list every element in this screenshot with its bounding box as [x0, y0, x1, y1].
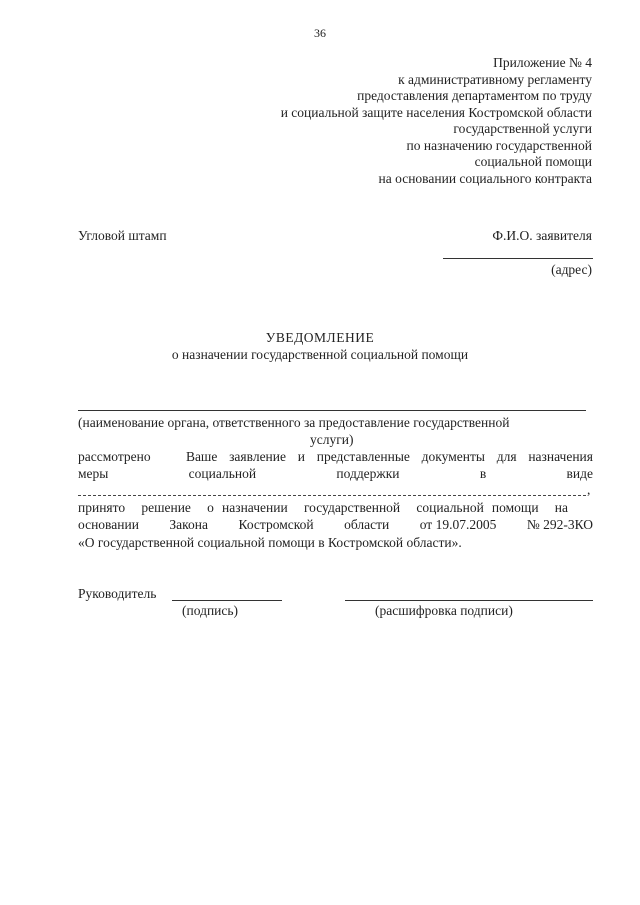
address-label: (адрес) [551, 262, 592, 277]
law-name: «О государственной социальной помощи в Костромской области». [78, 535, 462, 550]
measure-line [78, 466, 593, 482]
notice-title: УВЕДОМЛЕНИЕ [265, 330, 375, 345]
page-number: 36 [314, 26, 326, 40]
measure-fill-end: , [587, 482, 591, 497]
law-word: области [344, 517, 390, 532]
signature-line [172, 600, 282, 601]
address-line [443, 258, 593, 259]
annex-line: государственной услуги [453, 121, 592, 136]
organ-hint-line2: услуги) [310, 432, 354, 447]
measure-word: социальной [188, 466, 257, 481]
annex-line: к административному регламенту [398, 71, 592, 87]
annex-line: по назначению государственной [406, 137, 592, 153]
measure-word: меры [78, 466, 109, 481]
head-label: Руководитель [78, 586, 157, 601]
measure-word: поддержки [336, 466, 400, 481]
organ-hint-line1: (наименование органа, ответственного за предоставление государственной [78, 415, 510, 430]
signature-decode-line [345, 600, 593, 601]
law-line [78, 517, 593, 533]
law-word: основании [78, 517, 139, 532]
annex-header [281, 55, 592, 187]
notice-subtitle: о назначении государственной социальной помощи [171, 347, 469, 362]
law-word: № 292-3КО [526, 517, 593, 532]
signature-hint: (подпись) [182, 603, 239, 618]
decision-line: принято решение о назначении государственной социальной помощи на [78, 500, 568, 515]
measure-word: виде [566, 466, 593, 481]
organ-name-line [78, 410, 586, 411]
signature-decode-hint: (расшифровка подписи) [375, 603, 513, 618]
annex-line: и социальной защите населения Костромской области [280, 104, 592, 120]
measure-word: в [479, 466, 487, 481]
law-word: от 19.07.2005 [419, 517, 497, 532]
applicant-name-label: Ф.И.О. заявителя [492, 228, 592, 243]
annex-line: на основании социального контракта [378, 170, 592, 186]
measure-fill-line [78, 495, 586, 496]
annex-line: предоставления департаментом по труду [357, 88, 592, 103]
annex-line: социальной помощи [474, 154, 592, 169]
considered-line: рассмотрено Ваше заявление и представленные документы для назначения [78, 449, 593, 464]
corner-stamp-label: Угловой штамп [78, 228, 167, 243]
annex-line: Приложение № 4 [493, 55, 592, 70]
law-word: Костромской [238, 517, 314, 532]
law-word: Закона [169, 517, 209, 532]
